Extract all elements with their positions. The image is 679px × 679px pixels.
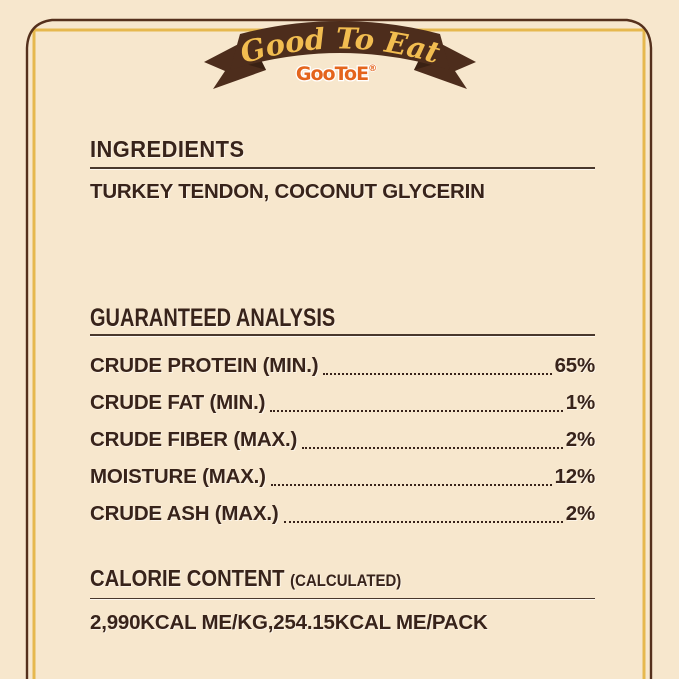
dotted-leader bbox=[284, 521, 563, 523]
dotted-leader bbox=[271, 484, 552, 486]
table-row bbox=[90, 415, 595, 452]
dotted-leader bbox=[323, 373, 551, 375]
calorie-content-heading bbox=[90, 565, 595, 599]
table-row bbox=[90, 489, 595, 526]
row-label: CRUDE FIBER (MAX.) bbox=[90, 428, 298, 451]
guaranteed-analysis-table bbox=[90, 341, 595, 526]
brand-logo bbox=[296, 63, 376, 85]
row-label: CRUDE PROTEIN (MIN.) bbox=[90, 354, 319, 377]
row-value: 1% bbox=[565, 391, 595, 414]
row-value: 65% bbox=[554, 354, 595, 377]
calorie-heading-suffix: (CALCULATED) bbox=[290, 571, 402, 590]
dotted-leader bbox=[270, 410, 563, 412]
row-label: CRUDE ASH (MAX.) bbox=[90, 502, 279, 525]
dotted-leader bbox=[302, 447, 563, 449]
brand-ribbon bbox=[198, 10, 482, 102]
ingredients-heading bbox=[90, 136, 595, 169]
row-label: CRUDE FAT (MIN.) bbox=[90, 391, 266, 414]
row-value: 2% bbox=[565, 428, 595, 451]
registered-mark: ® bbox=[368, 64, 377, 74]
calorie-content-heading-text: CALORIE CONTENT (CALCULATED) bbox=[90, 565, 402, 591]
row-value: 12% bbox=[554, 465, 595, 488]
row-value: 2% bbox=[565, 502, 595, 525]
guaranteed-analysis-heading-text: GUARANTEED ANALYSIS bbox=[90, 304, 336, 332]
label-content bbox=[90, 136, 595, 635]
row-label: MOISTURE (MAX.) bbox=[90, 465, 266, 488]
calorie-content-value: 2,990KCAL ME/KG,254.15KCAL ME/PACK bbox=[90, 611, 488, 634]
ingredients-heading-text: INGREDIENTS bbox=[90, 136, 245, 162]
brand-logo-text: GooToE bbox=[295, 63, 369, 85]
table-row bbox=[90, 341, 595, 378]
table-row bbox=[90, 452, 595, 489]
table-row bbox=[90, 378, 595, 415]
guaranteed-analysis-heading bbox=[90, 305, 595, 336]
ingredients-value: TURKEY TENDON, COCONUT GLYCERIN bbox=[90, 180, 485, 203]
banner-title: Good To Eat bbox=[236, 21, 444, 71]
